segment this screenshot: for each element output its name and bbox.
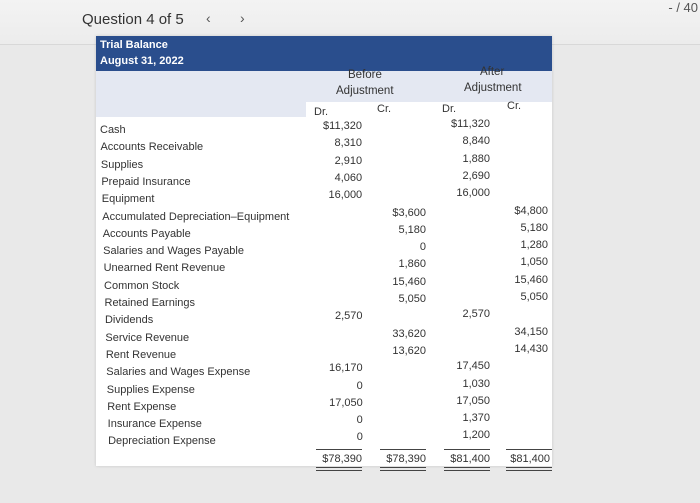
before-heading-1: Before [348,69,382,81]
after-heading-1: After [480,66,505,78]
after-cr-value: 1,050 [520,256,548,269]
after-dr-value: $11,320 [451,118,490,130]
before-cr-value: 5,050 [398,293,426,305]
score-label: - / 40 [668,0,698,15]
account-name: Cash [100,124,126,136]
account-name: Unearned Rent Revenue [103,262,226,275]
question-label: Question 4 of 5 [82,11,184,28]
total-rule [316,449,362,450]
before-cr-value: $3,600 [392,206,426,219]
after-dr-value: 1,030 [462,377,490,390]
after-cr-value: $4,800 [514,204,548,217]
before-dr-label: Dr. [314,106,329,118]
after-dr-value: 1,200 [462,429,490,442]
before-cr-label: Cr. [377,103,392,115]
after-cr-value: 5,050 [520,291,548,303]
total-double-rule [506,467,552,471]
before-dr-value: $11,320 [323,120,362,132]
after-cr-value: 14,430 [514,342,548,355]
before-cr-value: 1,860 [398,258,426,271]
account-name: Retained Earnings [104,297,196,309]
account-name: Dividends [104,314,154,327]
account-name: Rent Expense [107,400,177,413]
account-name: Supplies [100,158,144,171]
after-dr-value: 8,840 [462,135,490,148]
after-cr-label: Cr. [507,100,522,112]
account-name: Supplies Expense [106,383,195,396]
total-rule [506,449,552,450]
after-dr-value: 1,880 [462,152,490,165]
after-cr-value: 5,180 [520,221,548,234]
before-dr-value: 2,570 [334,310,363,323]
after-dr-value: 17,450 [456,360,490,373]
after-dr-value: 16,000 [456,187,490,200]
total-before-dr: $78,390 [322,453,362,465]
total-after-cr: $81,400 [510,453,550,465]
account-name: Accumulated Depreciation–Equipment [102,210,290,223]
trial-balance-date: August 31, 2022 [100,55,184,67]
before-cr-value: 33,620 [392,327,426,340]
total-rule [380,449,426,450]
before-dr-value: 0 [356,379,363,392]
account-name: Equipment [101,193,155,206]
after-dr-label: Dr. [442,103,457,115]
before-cr-value: 13,620 [392,344,426,357]
total-double-rule [316,467,362,471]
account-name: Service Revenue [105,331,190,344]
after-dr-value: 1,370 [462,412,490,425]
account-name: Salaries and Wages Payable [103,245,244,258]
trial-balance-title: Trial Balance [100,39,168,51]
chevron-right-icon[interactable]: › [240,10,245,26]
total-after-dr: $81,400 [450,453,490,465]
account-name: Rent Revenue [105,348,177,361]
account-name: Insurance Expense [107,418,202,431]
after-heading-2: Adjustment [464,82,522,94]
before-cr-value: 5,180 [398,223,426,236]
account-name: Prepaid Insurance [101,175,191,188]
after-dr-value: 2,570 [462,308,490,321]
before-dr-value: 16,170 [328,362,363,375]
before-cr-value: 0 [419,241,426,254]
before-heading-2: Adjustment [336,85,394,97]
trial-balance-card [96,36,552,466]
before-dr-value: 17,050 [329,396,363,409]
before-dr-value: 16,000 [328,189,363,202]
account-name: Accounts Receivable [100,141,204,154]
before-dr-value: 0 [356,414,363,427]
chevron-left-icon[interactable]: ‹ [206,10,211,26]
total-double-rule [444,467,490,471]
total-before-cr: $78,390 [386,453,426,465]
account-name: Salaries and Wages Expense [106,366,251,379]
account-name: Depreciation Expense [108,435,216,448]
before-cr-value: 15,460 [392,275,426,288]
after-dr-value: 17,050 [456,394,490,407]
before-dr-value: 4,060 [334,171,363,184]
after-cr-value: 34,150 [514,325,548,338]
before-dr-value: 2,910 [334,154,363,167]
after-cr-value: 1,280 [520,239,548,252]
account-name: Accounts Payable [102,227,191,240]
after-cr-value: 15,460 [514,273,548,286]
total-double-rule [380,467,426,471]
before-dr-value: 0 [356,431,363,444]
total-rule [444,449,490,450]
header-shade [96,71,306,117]
before-dr-value: 8,310 [334,137,363,150]
account-name: Common Stock [104,279,180,292]
after-dr-value: 2,690 [462,169,490,182]
